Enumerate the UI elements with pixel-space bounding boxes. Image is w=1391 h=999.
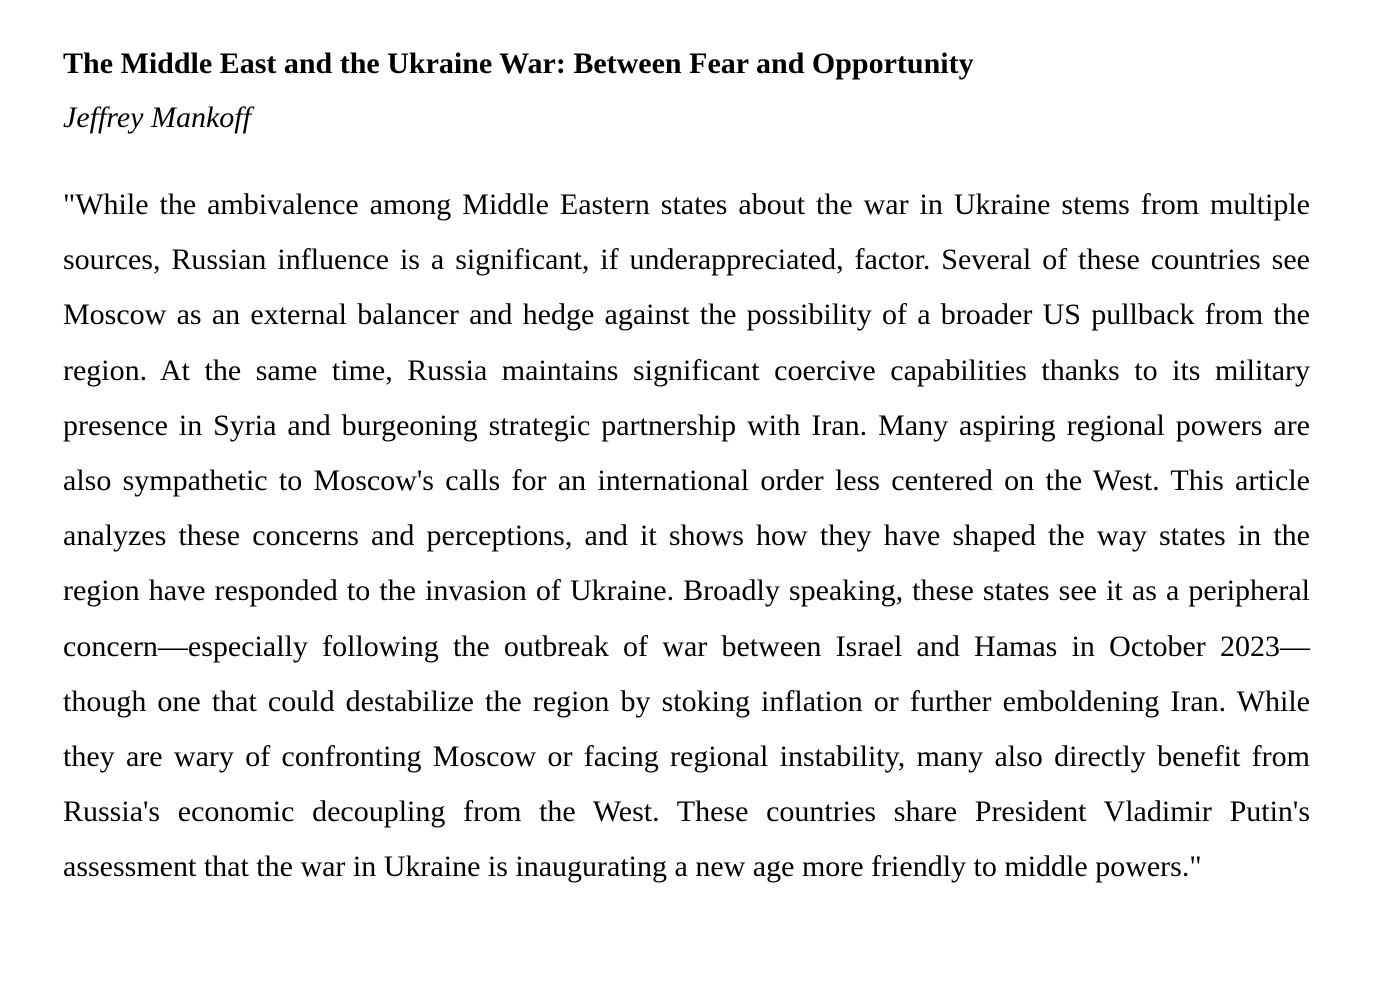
article-abstract: "While the ambivalence among Middle Eastern states about the war in Ukraine stems from multiple sources, Russian influence is a significant, if underappreciated, factor. Several of these countries see Moscow as an external balancer and hedge against the possibility of a broader US pullback from the region. At the same time, Russia maintains significant coercive capabilities thanks to its military presence in Syria and burgeoning strategic partnership with Iran. Many aspiring regional powers are also sympathetic to Moscow's calls for an international order less centered on the West. This article analyzes these concerns and perceptions, and it shows how they have shaped the way states in the region have responded to the invasion of Ukraine. Broadly speaking, these states see it as a peripheral concern—especially following the outbreak of war between Israel and Hamas in October 2023—though one that could destabilize the region by stoking inflation or further emboldening Iran. While they are wary of confronting Moscow or facing regional instability, many also directly benefit from Russia's economic decoupling from the West. These countries share President Vladimir Putin's assessment that the war in Ukraine is inaugurating a new age more friendly to middle powers." xyxy=(63,188,1310,884)
article-author: Jeffrey Mankoff xyxy=(63,101,251,134)
article-title: The Middle East and the Ukraine War: Between Fear and Opportunity xyxy=(63,47,974,80)
article xyxy=(63,40,1310,895)
